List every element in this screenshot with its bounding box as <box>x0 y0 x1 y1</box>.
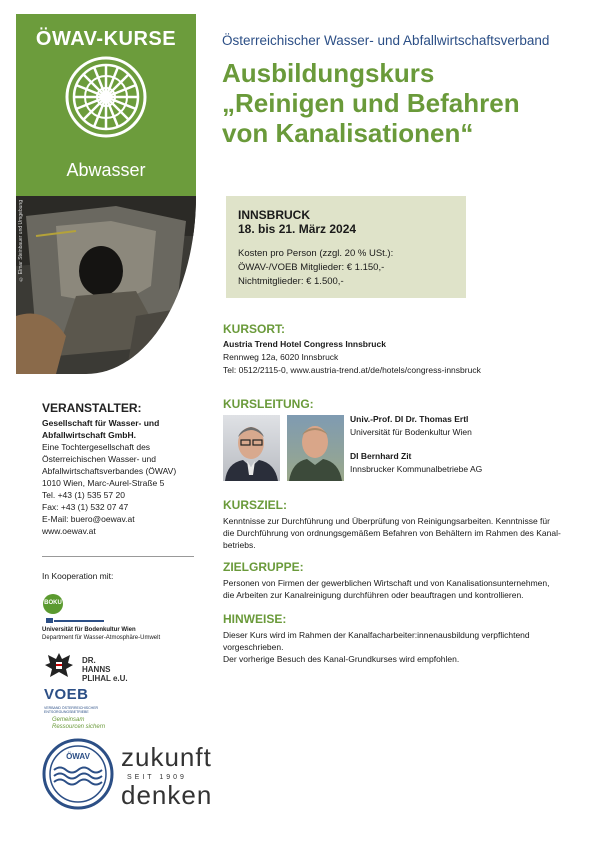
veranstalter-line: Österreichischen Wasser- und <box>42 454 157 464</box>
course-info-box <box>226 196 466 298</box>
kursleitung-heading: KURSLEITUNG: <box>223 397 314 411</box>
kursziel-line: betriebs. <box>223 540 256 550</box>
voeb-logo: VOEB <box>44 686 89 703</box>
venue-address: Rennweg 12a, 6020 Innsbruck <box>223 352 339 362</box>
course-title-line: „Reinigen und Befahren <box>222 88 520 118</box>
voeb-slogan <box>52 717 105 731</box>
leader1-org: Universität für Bodenkultur Wien <box>350 427 472 437</box>
leader2-org: Innsbrucker Kommunalbetriebe AG <box>350 464 483 474</box>
kursziel-heading: KURSZIEL: <box>223 498 287 512</box>
non-member-price: Nichtmitglieder: € 1.500,- <box>238 276 344 287</box>
banner-title: ÖWAV-KURSE <box>35 28 177 50</box>
veranstalter-fax: Fax: +43 (1) 532 07 47 <box>42 502 129 512</box>
cost-label: Kosten pro Person (zzgl. 20 % USt.): <box>238 248 394 259</box>
course-title-line: Ausbildungskurs <box>222 58 435 88</box>
plihal-line: HANNS <box>82 665 111 674</box>
venue-contact: Tel: 0512/2115-0, www.austria-trend.at/de/hotels/congress-innsbruck <box>223 365 481 375</box>
hinweise-heading: HINWEISE: <box>223 612 287 626</box>
veranstalter-phone: Tel. +43 (1) 535 57 20 <box>42 490 125 500</box>
voeb-subtitle: VERBAND ÖSTERREICHISCHER ENTSORGUNGSBETRIEBE <box>44 706 99 714</box>
manhole-cover-icon <box>65 56 147 138</box>
slogan-denken: denken <box>121 780 213 810</box>
slogan-zukunft: zukunft <box>121 742 212 772</box>
boku-line: Department für Wasser-Atmosphäre-Umwelt <box>42 635 161 641</box>
oewav-seal-icon <box>42 738 114 810</box>
plihal-line: PLIHAL e.U. <box>82 674 128 683</box>
leader1-name: Univ.-Prof. DI Dr. Thomas Ertl <box>350 414 469 424</box>
veranstalter-name-line: Abfallwirtschaft GmbH. <box>42 430 136 440</box>
austrian-eagle-icon <box>44 651 74 679</box>
portrait-ertl <box>223 415 280 481</box>
boku-text <box>42 626 202 642</box>
kursziel-line: die Durchführung von ordnungsgemäßem Befahren von Behältern im Rahmen des Kanal- <box>223 528 561 538</box>
leader2-name: DI Bernhard Zit <box>350 451 412 461</box>
banner-subtitle: Abwasser <box>66 160 146 180</box>
divider <box>42 556 194 557</box>
venue-name: Austria Trend Hotel Congress Innsbruck <box>223 339 386 349</box>
veranstalter-name-line: Gesellschaft für Wasser- und <box>42 418 160 428</box>
plihal-line: DR. <box>82 656 96 665</box>
oewav-mark: ÖWAV <box>66 752 90 761</box>
veranstalter-website[interactable]: www.oewav.at <box>42 526 96 536</box>
course-title <box>222 58 592 148</box>
boku-line: Universität für Bodenkultur Wien <box>42 627 136 633</box>
photo-credit: © Elmar Steinbauer und Umgebung <box>18 200 24 282</box>
organization-name: Österreichischer Wasser- und Abfallwirtschaftsverband <box>222 33 550 48</box>
zielgruppe-heading: ZIELGRUPPE: <box>223 560 304 574</box>
portrait-zit <box>287 415 344 481</box>
plihal-logo <box>82 656 128 683</box>
hinweise-line: vorgeschrieben. <box>223 642 284 652</box>
course-dates: 18. bis 21. März 2024 <box>238 222 357 236</box>
veranstalter-heading: VERANSTALTER: <box>42 401 142 415</box>
zielgruppe-line: Personen von Firmen der gewerblichen Wirtschaft und von Kanalisationsunternehmen, <box>223 578 550 588</box>
veranstalter-line: Eine Tochtergesellschaft des <box>42 442 151 452</box>
cooperation-label: In Kooperation mit: <box>42 571 114 581</box>
zielgruppe-line: die Arbeiten zur Kanalreinigung durchführen oder beauftragen und kontrollieren. <box>223 590 524 600</box>
veranstalter-details <box>42 417 202 537</box>
veranstalter-email[interactable]: E-Mail: buero@oewav.at <box>42 514 135 524</box>
kursziel-line: Kenntnisse zur Durchführung und Überprüfung von Reinigungsarbeiten. Kenntnisse für <box>223 516 550 526</box>
member-price: ÖWAV-/VOEB Mitglieder: € 1.150,- <box>238 262 385 273</box>
hinweise-line: Dieser Kurs wird im Rahmen der Kanalfacharbeiter:innenausbildung verpflichtend <box>223 630 530 640</box>
course-city: INNSBRUCK <box>238 208 310 222</box>
veranstalter-address: 1010 Wien, Marc-Aurel-Straße 5 <box>42 478 165 488</box>
course-banner <box>16 14 196 196</box>
boku-badge: BOKU <box>44 600 62 606</box>
kursort-heading: KURSORT: <box>223 322 285 336</box>
voeb-slogan-line: Gemeinsam <box>52 717 85 723</box>
hinweise-line: Der vorherige Besuch des Kanal-Grundkurses wird empfohlen. <box>223 654 460 664</box>
boku-logo <box>42 594 132 629</box>
sewer-photo <box>16 196 196 374</box>
veranstalter-line: Abfallwirtschaftsverbandes (ÖWAV) <box>42 466 177 476</box>
voeb-slogan-line: Ressourcen sichern <box>52 724 106 730</box>
slogan-seit: SEIT 1909 <box>127 774 187 781</box>
course-title-line: von Kanalisationen“ <box>222 118 474 148</box>
